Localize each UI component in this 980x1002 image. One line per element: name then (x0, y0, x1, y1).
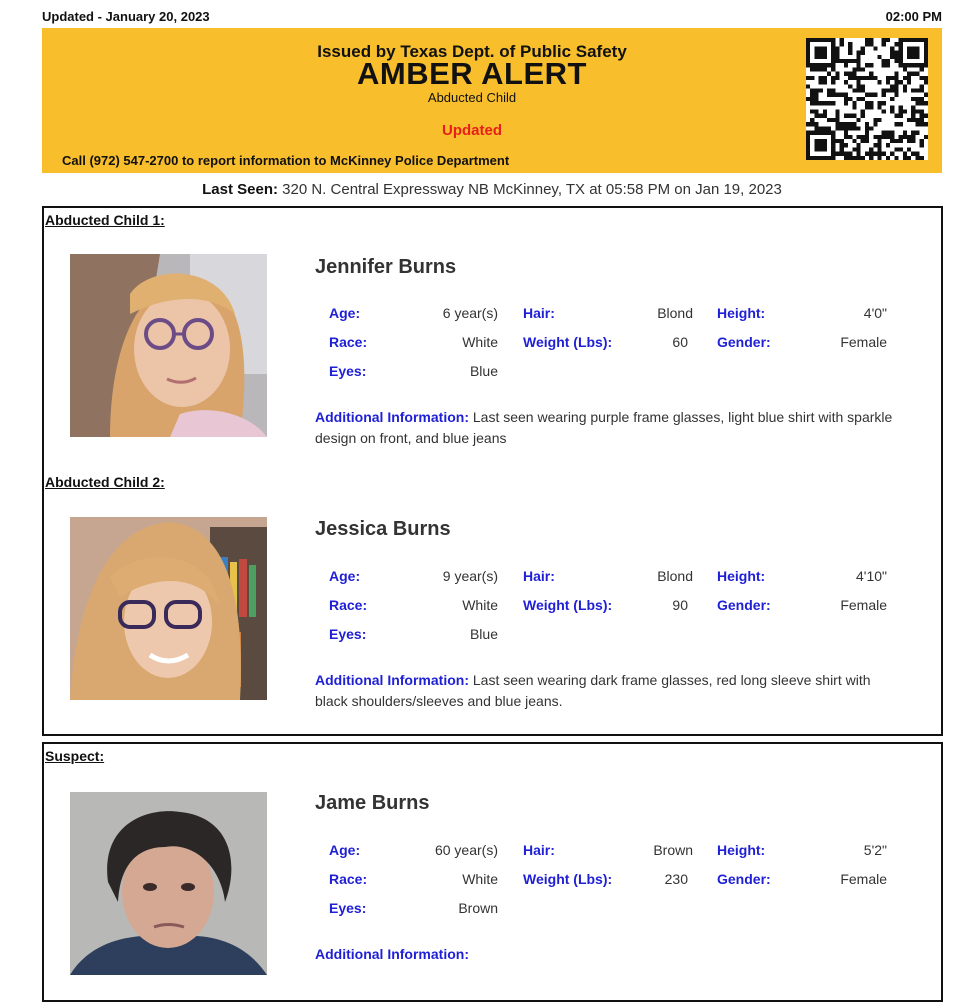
child1-age: 6 year(s) (442, 305, 498, 321)
suspect-height: 5'2" (863, 842, 887, 858)
child1-height: 4'0" (863, 305, 887, 321)
child1-section-label: Abducted Child 1: (45, 212, 165, 228)
suspect-age: 60 year(s) (434, 842, 498, 858)
child1-height-label: Height: (717, 305, 766, 321)
child2-race-label: Race: (329, 597, 368, 613)
alert-banner (42, 28, 942, 173)
child1-eyes-label: Eyes: (329, 363, 367, 379)
child1-gender: Female (840, 334, 887, 350)
child1-hair: Blond (657, 305, 693, 321)
child2-weight-label: Weight (Lbs): (523, 597, 613, 613)
suspect-race: White (462, 871, 498, 887)
child1-gender-label: Gender: (717, 334, 771, 350)
child2-weight: 90 (672, 597, 688, 613)
updated-time: 02:00 PM (885, 9, 942, 24)
suspect-hair-label: Hair: (523, 842, 555, 858)
suspect-additional-label: Additional Information: (315, 946, 469, 962)
child1-weight-label: Weight (Lbs): (523, 334, 613, 350)
child2-hair: Blond (657, 568, 693, 584)
child2-section-label: Abducted Child 2: (45, 474, 165, 490)
child1-name: Jennifer Burns (315, 256, 457, 278)
suspect-gender: Female (840, 871, 887, 887)
updated-date: Updated - January 20, 2023 (42, 9, 210, 24)
issued-by: Issued by Texas Dept. of Public Safety (317, 42, 627, 61)
child2-age-label: Age: (329, 568, 361, 584)
child2-eyes: Blue (469, 626, 498, 642)
child1-age-label: Age: (329, 305, 361, 321)
child2-photo (70, 517, 267, 700)
child1-additional-text: Last seen wearing purple frame glasses, light blue shirt with sparkle design on front, and blue jeans (315, 409, 893, 446)
child2-additional-text: Last seen wearing dark frame glasses, red long sleeve shirt with black shoulders/sleeves and blue jeans. (315, 672, 871, 709)
child2-additional-label: Additional Information: (315, 672, 469, 688)
alert-subtitle: Abducted Child (427, 90, 517, 105)
suspect-section-label: Suspect: (45, 748, 105, 764)
child2-additional (315, 670, 895, 712)
last-seen (42, 181, 942, 198)
child1-photo (70, 254, 267, 437)
child2-eyes-label: Eyes: (329, 626, 367, 642)
report-call-line: Call (972) 547-2700 to report information to McKinney Police Department (62, 153, 510, 168)
child2-race: White (462, 597, 498, 613)
child2-gender: Female (840, 597, 887, 613)
suspect-additional (315, 944, 895, 965)
suspect-gender-label: Gender: (717, 871, 771, 887)
child1-race-label: Race: (329, 334, 368, 350)
child2-age: 9 year(s) (442, 568, 498, 584)
last-seen-text: 320 N. Central Expressway NB McKinney, TX at 05:58 PM on Jan 19, 2023 (277, 181, 782, 198)
suspect-weight: 230 (664, 871, 688, 887)
suspect-eyes: Brown (458, 900, 498, 916)
child1-additional-label: Additional Information: (315, 409, 469, 425)
last-seen-label: Last Seen: (202, 181, 278, 198)
suspect-race-label: Race: (329, 871, 368, 887)
suspect-photo (70, 792, 267, 975)
child1-weight: 60 (672, 334, 688, 350)
child1-race: White (462, 334, 498, 350)
child1-hair-label: Hair: (523, 305, 555, 321)
qr-code-icon[interactable] (806, 38, 928, 160)
child2-gender-label: Gender: (717, 597, 771, 613)
child1-additional (315, 407, 895, 449)
suspect-eyes-label: Eyes: (329, 900, 367, 916)
child2-hair-label: Hair: (523, 568, 555, 584)
suspect-age-label: Age: (329, 842, 361, 858)
child1-eyes: Blue (469, 363, 498, 379)
suspect-name: Jame Burns (315, 792, 430, 814)
child2-name: Jessica Burns (315, 518, 451, 540)
suspect-weight-label: Weight (Lbs): (523, 871, 613, 887)
child2-height-label: Height: (717, 568, 766, 584)
alert-status: Updated (442, 122, 502, 139)
top-bar (42, 9, 942, 25)
alert-title: AMBER ALERT (357, 56, 587, 91)
suspect-height-label: Height: (717, 842, 766, 858)
suspect-hair: Brown (653, 842, 693, 858)
child2-height: 4'10" (855, 568, 887, 584)
